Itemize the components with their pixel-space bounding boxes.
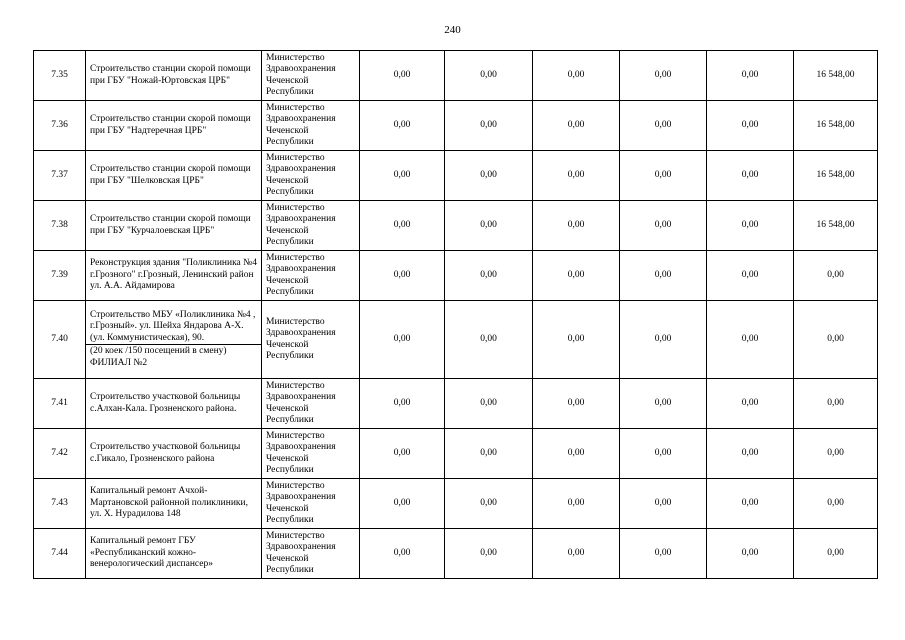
funding-value: 16 548,00: [794, 51, 878, 101]
project-name-text: Строительство станции скорой помощи при ГБУ "Курчалоевская ЦРБ": [90, 214, 251, 236]
table-row: [34, 379, 878, 429]
funding-value: 0,00: [445, 51, 533, 101]
funding-value: 16 548,00: [794, 201, 878, 251]
table-body: [34, 51, 878, 579]
funding-value: 0,00: [794, 379, 878, 429]
project-name: [86, 251, 262, 301]
row-number: 7.41: [34, 379, 86, 429]
responsible-ministry: Министерство Здравоохранения Чеченской Республики: [262, 301, 360, 379]
project-name-text: Строительство станции скорой помощи при ГБУ "Шелковская ЦРБ": [90, 164, 251, 186]
project-name-text: Строительство станции скорой помощи при ГБУ "Ножай-Юртовская ЦРБ": [90, 64, 251, 86]
project-name-text: Реконструкция здания "Поликлиника №4 г.Грозного" г.Грозный, Ленинский район ул. А.А. Айдамирова: [90, 258, 257, 292]
funding-value: 0,00: [445, 251, 533, 301]
funding-value: 0,00: [794, 429, 878, 479]
responsible-ministry: Министерство Здравоохранения Чеченской Республики: [262, 429, 360, 479]
project-name-text: Капитальный ремонт ГБУ «Республиканский кожно-венерологический диспансер»: [90, 536, 213, 570]
responsible-ministry: Министерство Здравоохранения Чеченской Республики: [262, 201, 360, 251]
funding-value: 0,00: [707, 379, 794, 429]
row-number: 7.37: [34, 151, 86, 201]
table-row: [34, 201, 878, 251]
funding-value: 0,00: [445, 529, 533, 579]
table-row: [34, 251, 878, 301]
project-name-text: Капитальный ремонт Ачхой-Мартановской районной поликлиники, ул. Х. Нурадилова 148: [90, 486, 248, 520]
table-row: [34, 151, 878, 201]
funding-value: 0,00: [620, 529, 707, 579]
project-name: [86, 479, 262, 529]
funding-value: 0,00: [620, 379, 707, 429]
funding-value: 0,00: [620, 151, 707, 201]
funding-value: 0,00: [707, 429, 794, 479]
row-number: 7.38: [34, 201, 86, 251]
row-number: 7.40: [34, 301, 86, 379]
project-name: [86, 151, 262, 201]
funding-value: 0,00: [620, 301, 707, 379]
funding-value: 0,00: [620, 429, 707, 479]
funding-value: 0,00: [794, 301, 878, 379]
project-name: [86, 201, 262, 251]
table-row: [34, 529, 878, 579]
funding-value: 0,00: [707, 251, 794, 301]
funding-value: 0,00: [707, 301, 794, 379]
funding-value: 0,00: [707, 151, 794, 201]
project-name: [86, 301, 262, 379]
funding-value: 0,00: [360, 529, 445, 579]
funding-value: 0,00: [360, 479, 445, 529]
funding-value: 0,00: [620, 251, 707, 301]
funding-value: 0,00: [707, 51, 794, 101]
responsible-ministry: Министерство Здравоохранения Чеченской Республики: [262, 101, 360, 151]
table-row: [34, 429, 878, 479]
responsible-ministry: Министерство Здравоохранения Чеченской Республики: [262, 379, 360, 429]
row-number: 7.36: [34, 101, 86, 151]
responsible-ministry: Министерство Здравоохранения Чеченской Республики: [262, 151, 360, 201]
row-number: 7.35: [34, 51, 86, 101]
row-number: 7.43: [34, 479, 86, 529]
funding-value: 0,00: [620, 201, 707, 251]
funding-value: 0,00: [445, 479, 533, 529]
funding-value: 16 548,00: [794, 151, 878, 201]
funding-value: 0,00: [533, 429, 620, 479]
funding-value: 0,00: [794, 479, 878, 529]
project-name-text: Строительство МБУ «Поликлиника №4 , г.Грозный». ул. Шейха Яндарова А-Х. (ул. Коммунистическая), 90.: [90, 310, 256, 343]
table-row: [34, 479, 878, 529]
funding-value: 0,00: [445, 101, 533, 151]
funding-value: 0,00: [707, 101, 794, 151]
funding-value: 0,00: [533, 51, 620, 101]
table-row: [34, 301, 878, 379]
project-name-text: Строительство участковой больницы с.Гикало, Грозненского района: [90, 442, 241, 464]
funding-value: 16 548,00: [794, 101, 878, 151]
funding-value: 0,00: [360, 379, 445, 429]
project-name: [86, 51, 262, 101]
funding-value: 0,00: [533, 151, 620, 201]
funding-value: 0,00: [360, 201, 445, 251]
responsible-ministry: Министерство Здравоохранения Чеченской Республики: [262, 529, 360, 579]
funding-value: 0,00: [533, 529, 620, 579]
table-row: [34, 51, 878, 101]
responsible-ministry: Министерство Здравоохранения Чеченской Республики: [262, 251, 360, 301]
funding-value: 0,00: [445, 201, 533, 251]
funding-value: 0,00: [620, 51, 707, 101]
funding-value: 0,00: [707, 201, 794, 251]
funding-value: 0,00: [360, 251, 445, 301]
project-name: [86, 429, 262, 479]
project-name-text: Строительство станции скорой помощи при ГБУ "Надтеречная ЦРБ": [90, 114, 251, 136]
funding-value: 0,00: [707, 479, 794, 529]
funding-value: 0,00: [794, 251, 878, 301]
funding-value: 0,00: [445, 379, 533, 429]
funding-value: 0,00: [360, 151, 445, 201]
responsible-ministry: Министерство Здравоохранения Чеченской Республики: [262, 51, 360, 101]
funding-value: 0,00: [533, 479, 620, 529]
funding-value: 0,00: [445, 151, 533, 201]
row-number: 7.39: [34, 251, 86, 301]
funding-value: 0,00: [533, 101, 620, 151]
funding-value: 0,00: [620, 479, 707, 529]
funding-value: 0,00: [533, 201, 620, 251]
project-name: [86, 379, 262, 429]
funding-value: 0,00: [707, 529, 794, 579]
project-name: [86, 101, 262, 151]
budget-table: [33, 50, 878, 579]
row-number: 7.44: [34, 529, 86, 579]
funding-value: 0,00: [533, 301, 620, 379]
row-number: 7.42: [34, 429, 86, 479]
project-name-extra: (20 коек /150 посещений в смену) ФИЛИАЛ №2: [86, 344, 261, 369]
project-name-text: Строительство участковой больницы с.Алхан-Кала. Грозненского района.: [90, 392, 241, 414]
funding-value: 0,00: [445, 301, 533, 379]
funding-value: 0,00: [445, 429, 533, 479]
funding-value: 0,00: [360, 429, 445, 479]
project-name: [86, 529, 262, 579]
funding-value: 0,00: [533, 379, 620, 429]
funding-value: 0,00: [360, 51, 445, 101]
responsible-ministry: Министерство Здравоохранения Чеченской Республики: [262, 479, 360, 529]
funding-value: 0,00: [794, 529, 878, 579]
funding-value: 0,00: [533, 251, 620, 301]
funding-value: 0,00: [620, 101, 707, 151]
funding-value: 0,00: [360, 301, 445, 379]
table-row: [34, 101, 878, 151]
page-number: 240: [444, 24, 461, 36]
funding-value: 0,00: [360, 101, 445, 151]
